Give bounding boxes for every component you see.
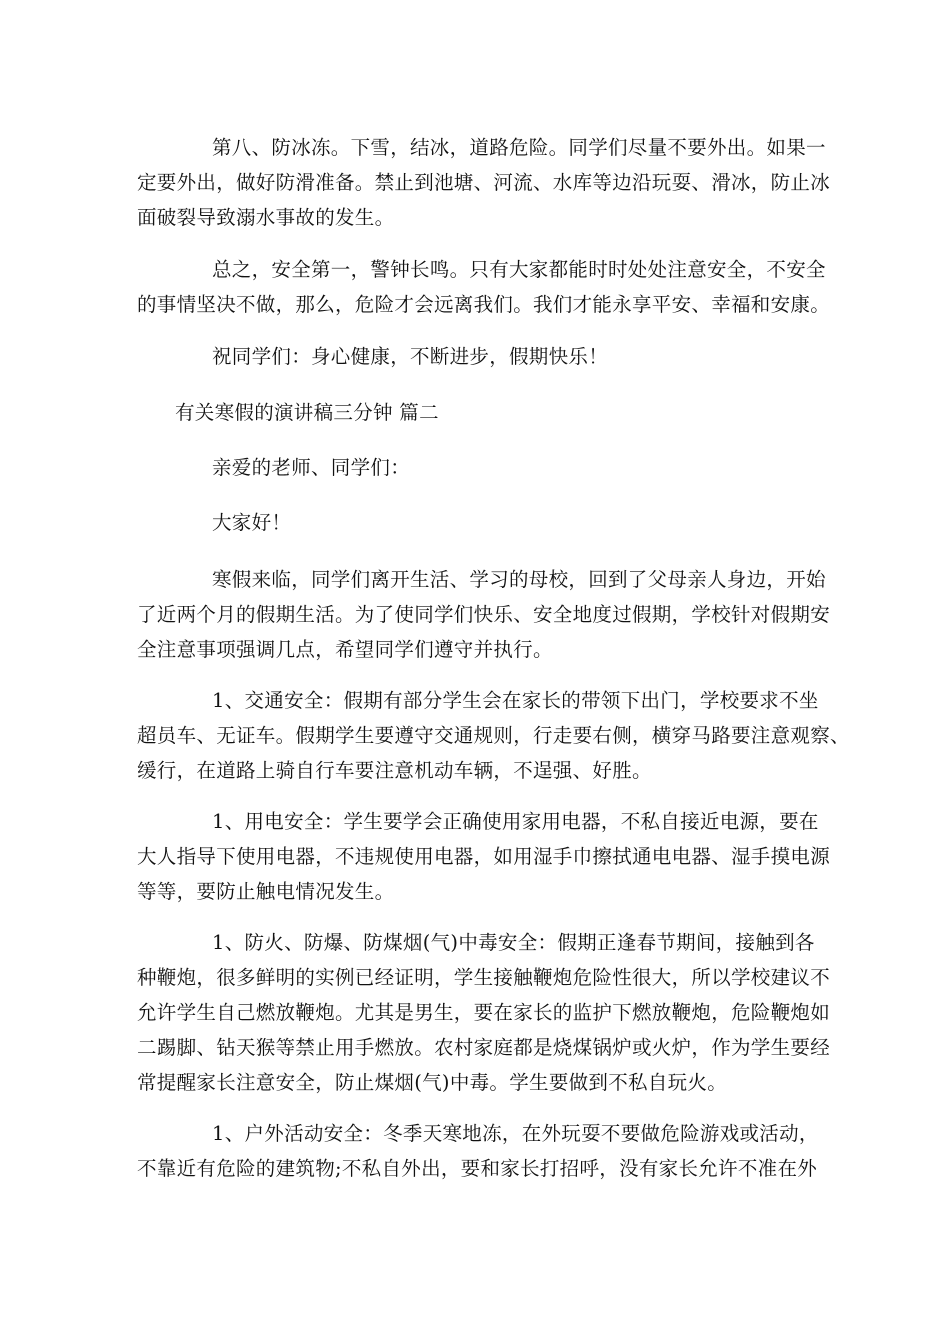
paragraph-line: 的事情坚决不做，那么，危险才会远离我们。我们才能永享平安、幸福和安康。 <box>137 293 831 316</box>
paragraph-line: 超员车、无证车。假期学生要遵守交通规则，行走要右侧，横穿马路要注意观察、 <box>137 724 850 747</box>
paragraph-line: 了近两个月的假期生活。为了使同学们快乐、安全地度过假期，学校针对假期安 <box>137 603 831 626</box>
paragraph-line: 常提醒家长注意安全，防止煤烟(气)中毒。学生要做到不私自玩火。 <box>137 1071 728 1094</box>
greeting-line: 亲爱的老师、同学们： <box>212 456 411 479</box>
paragraph-line: 总之，安全第一，警钟长鸣。只有大家都能时时处处注意安全，不安全 <box>212 258 826 281</box>
paragraph-line: 允许学生自己燃放鞭炮。尤其是男生，要在家长的监护下燃放鞭炮，危险鞭炮如 <box>137 1001 831 1024</box>
paragraph-line: 1、防火、防爆、防煤烟(气)中毒安全：假期正逢春节期间，接触到各 <box>212 931 815 954</box>
paragraph-line: 大人指导下使用电器，不违规使用电器，如用湿手巾擦拭通电电器、湿手摸电源 <box>137 845 831 868</box>
paragraph-line: 1、用电安全：学生要学会正确使用家用电器，不私自接近电源，要在 <box>212 810 819 833</box>
paragraph-line: 1、户外活动安全：冬季天寒地冻，在外玩耍不要做危险游戏或活动， <box>212 1122 819 1145</box>
paragraph-line: 1、交通安全：假期有部分学生会在家长的带领下出门，学校要求不坐 <box>212 689 819 712</box>
paragraph-line: 不靠近有危险的建筑物;不私自外出，要和家长打招呼，没有家长允许不准在外 <box>137 1157 818 1180</box>
greeting-line: 大家好！ <box>212 511 292 534</box>
paragraph-line: 种鞭炮，很多鲜明的实例已经证明，学生接触鞭炮危险性很大，所以学校建议不 <box>137 966 831 989</box>
paragraph-line: 等等，要防止触电情况发生。 <box>137 880 395 903</box>
paragraph-line: 定要外出，做好防滑准备。禁止到池塘、河流、水库等边沿玩耍、滑冰，防止冰 <box>137 171 831 194</box>
section-heading: 有关寒假的演讲稿三分钟 篇二 <box>175 401 439 424</box>
paragraph-line: 全注意事项强调几点，希望同学们遵守并执行。 <box>137 638 553 661</box>
paragraph-line: 寒假来临，同学们离开生活、学习的母校，回到了父母亲人身边，开始 <box>212 568 826 591</box>
paragraph-line: 二踢脚、钻天猴等禁止用手燃放。农村家庭都是烧煤锅炉或火炉，作为学生要经 <box>137 1036 831 1059</box>
paragraph-line: 缓行，在道路上骑自行车要注意机动车辆，不逞强、好胜。 <box>137 759 652 782</box>
paragraph-line: 祝同学们：身心健康，不断进步，假期快乐！ <box>212 345 609 368</box>
paragraph-line: 第八、防冰冻。下雪，结冰，道路危险。同学们尽量不要外出。如果一 <box>212 136 826 159</box>
paragraph-line: 面破裂导致溺水事故的发生。 <box>137 206 395 229</box>
